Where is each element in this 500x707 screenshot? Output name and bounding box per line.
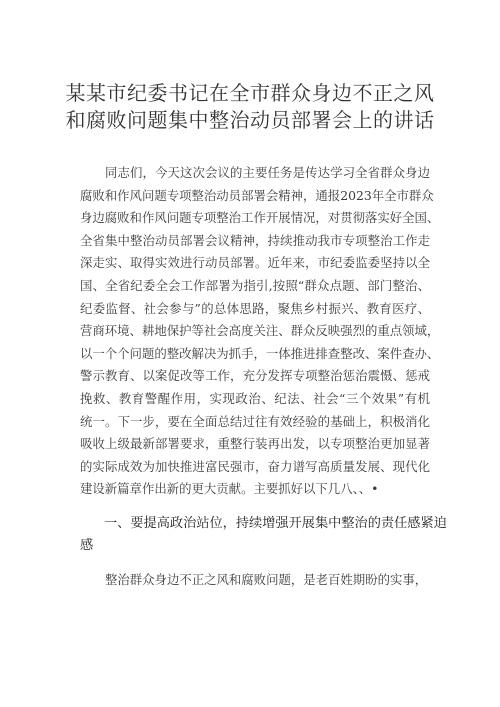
body-line: 以一个个问题的整改解决为抓手，一体推进排查整改、案件查办、: [80, 345, 440, 361]
heading-line: 感: [80, 538, 94, 553]
body-paragraph: [80, 162, 440, 501]
body-line: 腐败和作风问题专项整治动员部署会精神，通报2023年全市群众: [80, 187, 434, 203]
body-line: 吸收上级最新部署要求，重整行装再出发，以专项整治更加显著: [80, 436, 430, 452]
body-line: 挽救、教育警醒作用，实现政治、纪法、社会“三个效果”有机: [80, 390, 430, 406]
section-heading: [80, 513, 447, 557]
body-line: 国、全省纪委全会工作部署为指引,按照“群众点题、部门整治、: [80, 277, 430, 293]
body-line: 纪委监督、社会参与”的总体思路，聚焦乡村振兴、教育医疗、: [80, 300, 430, 316]
body-line: 统一。下一步，要在全面总结过往有效经验的基础上，积极消化: [80, 413, 430, 429]
body-line: 深走实、取得实效进行动员部署。近年来，市纪委监委坚持以全: [80, 255, 430, 271]
second-paragraph: 整治群众身边不正之风和腐败问题，是老百姓期盼的实事，: [105, 572, 428, 587]
body-line: 全省集中整治动员部署会议精神，持续推动我市专项整治工作走: [80, 232, 430, 248]
title-line: 和腐败问题集中整治动员部署会上的讲话: [65, 108, 435, 132]
title-line: 某某市纪委书记在全市群众身边不正之风: [65, 81, 435, 105]
body-line: 的实际成效为加快推进富民强市，奋力谱写高质量发展、现代化: [80, 458, 430, 474]
heading-line: 一、要提高政治站位，持续增强开展集中整治的责任感紧迫: [104, 516, 447, 531]
body-line: 警示教育、以案促改等工作，充分发挥专项整治惩治震慑、惩戒: [80, 368, 430, 384]
body-line: 建设新篇章作出新的更大贡献。主要抓好以下几八、、•: [80, 481, 379, 497]
document-title: [60, 80, 440, 134]
body-line: 身边腐败和作风问题专项整治工作开展情况，对贯彻落实好全国、: [80, 210, 440, 226]
body-line: 营商环境、耕地保护等社会高度关注、群众反映强烈的重点领域，: [80, 323, 440, 339]
body-line: 同志们，今天这次会议的主要任务是传达学习全省群众身边: [105, 165, 430, 180]
